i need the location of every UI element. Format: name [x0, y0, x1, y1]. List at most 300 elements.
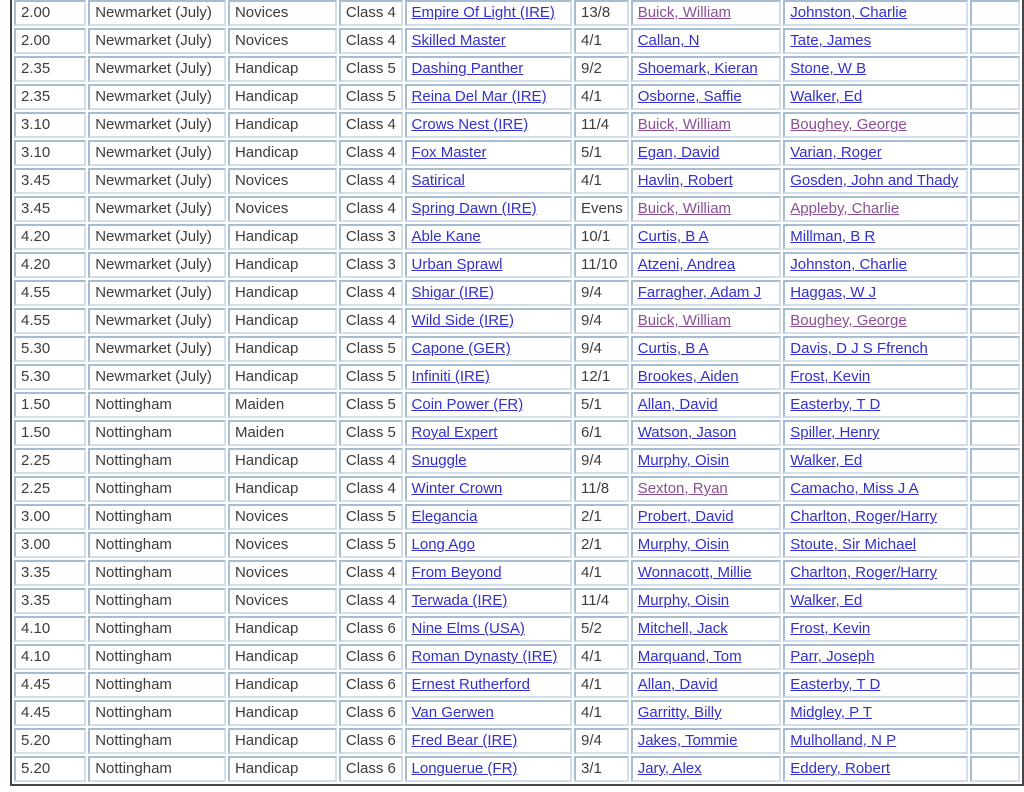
jockey-link[interactable]: Murphy, Oisin: [637, 592, 730, 609]
trainer-cell: [783, 756, 967, 782]
race-type-cell: Novices: [228, 560, 337, 586]
odds-cell: 9/4: [574, 336, 629, 362]
jockey-link[interactable]: Garritty, Billy: [637, 704, 722, 721]
horse-link[interactable]: Skilled Master: [411, 32, 506, 49]
trainer-cell: [783, 28, 967, 54]
horse-link[interactable]: Infiniti (IRE): [411, 368, 490, 385]
jockey-link[interactable]: Allan, David: [637, 396, 718, 413]
trainer-link[interactable]: Stone, W B: [790, 60, 867, 77]
race-class-cell: Class 4: [339, 588, 403, 614]
venue-cell: Nottingham: [88, 728, 226, 754]
horse-cell: [405, 644, 572, 670]
overflow-cell: [970, 420, 1020, 446]
horse-cell: [405, 56, 572, 82]
race-class-cell: Class 4: [339, 476, 403, 502]
race-class-cell: Class 4: [339, 560, 403, 586]
odds-cell: 9/4: [574, 728, 629, 754]
jockey-cell: [631, 224, 782, 250]
jockey-cell: [631, 0, 782, 26]
race-type-cell: Handicap: [228, 644, 337, 670]
jockey-cell: [631, 308, 782, 334]
trainer-cell: [783, 448, 967, 474]
overflow-cell: [970, 252, 1020, 278]
jockey-cell: [631, 504, 782, 530]
horse-link[interactable]: Spring Dawn (IRE): [411, 200, 537, 217]
race-type-cell: Handicap: [228, 756, 337, 782]
table-body: [14, 0, 1020, 782]
time-cell: 2.25: [14, 476, 86, 502]
horse-link[interactable]: Elegancia: [411, 508, 478, 525]
odds-cell: 4/1: [574, 168, 629, 194]
jockey-link[interactable]: Watson, Jason: [637, 424, 737, 441]
overflow-cell: [970, 168, 1020, 194]
trainer-link[interactable]: Varian, Roger: [790, 144, 882, 161]
horse-cell: [405, 616, 572, 642]
overflow-cell: [970, 112, 1020, 138]
trainer-link[interactable]: Walker, Ed: [790, 452, 863, 469]
time-cell: 3.35: [14, 560, 86, 586]
horse-cell: [405, 476, 572, 502]
overflow-cell: [970, 588, 1020, 614]
race-type-cell: Handicap: [228, 56, 337, 82]
horse-cell: [405, 728, 572, 754]
venue-cell: Newmarket (July): [88, 364, 226, 390]
trainer-link[interactable]: Midgley, P T: [790, 704, 872, 721]
jockey-link[interactable]: Brookes, Aiden: [637, 368, 739, 385]
overflow-cell: [970, 448, 1020, 474]
trainer-link[interactable]: Boughey, George: [790, 116, 907, 133]
odds-cell: 6/1: [574, 420, 629, 446]
venue-cell: Nottingham: [88, 448, 226, 474]
jockey-link[interactable]: Atzeni, Andrea: [637, 256, 736, 273]
overflow-cell: [970, 532, 1020, 558]
trainer-link[interactable]: Walker, Ed: [790, 592, 863, 609]
jockey-link[interactable]: Osborne, Saffie: [637, 88, 742, 105]
overflow-cell: [970, 308, 1020, 334]
jockey-cell: [631, 644, 782, 670]
trainer-cell: [783, 420, 967, 446]
overflow-cell: [970, 756, 1020, 782]
table-row: [14, 700, 1020, 726]
race-class-cell: Class 3: [339, 224, 403, 250]
jockey-link[interactable]: Buick, William: [637, 200, 732, 217]
time-cell: 2.35: [14, 56, 86, 82]
odds-cell: 9/2: [574, 56, 629, 82]
table-row: [14, 672, 1020, 698]
table-row: [14, 308, 1020, 334]
trainer-link[interactable]: Camacho, Miss J A: [790, 480, 919, 497]
trainer-cell: [783, 0, 967, 26]
jockey-link[interactable]: Jary, Alex: [637, 760, 702, 777]
horse-cell: [405, 560, 572, 586]
jockey-cell: [631, 140, 782, 166]
horse-link[interactable]: Snuggle: [411, 452, 467, 469]
jockey-cell: [631, 280, 782, 306]
trainer-cell: [783, 616, 967, 642]
horse-link[interactable]: Satirical: [411, 172, 465, 189]
odds-cell: 4/1: [574, 560, 629, 586]
table-row: [14, 280, 1020, 306]
jockey-link[interactable]: Buick, William: [637, 4, 732, 21]
horse-link[interactable]: Van Gerwen: [411, 704, 494, 721]
time-cell: 4.20: [14, 224, 86, 250]
odds-cell: 11/4: [574, 588, 629, 614]
time-cell: 5.20: [14, 756, 86, 782]
jockey-cell: [631, 476, 782, 502]
trainer-link[interactable]: Frost, Kevin: [790, 368, 871, 385]
trainer-link[interactable]: Easterby, T D: [790, 676, 881, 693]
trainer-link[interactable]: Haggas, W J: [790, 284, 877, 301]
odds-cell: 4/1: [574, 84, 629, 110]
horse-link[interactable]: Long Ago: [411, 536, 475, 553]
jockey-cell: [631, 616, 782, 642]
trainer-link[interactable]: Appleby, Charlie: [790, 200, 900, 217]
odds-cell: 5/1: [574, 140, 629, 166]
race-type-cell: Handicap: [228, 112, 337, 138]
trainer-cell: [783, 280, 967, 306]
jockey-cell: [631, 672, 782, 698]
time-cell: 3.10: [14, 112, 86, 138]
venue-cell: Nottingham: [88, 420, 226, 446]
jockey-cell: [631, 448, 782, 474]
horse-cell: [405, 700, 572, 726]
trainer-link[interactable]: Walker, Ed: [790, 88, 863, 105]
venue-cell: Nottingham: [88, 756, 226, 782]
overflow-cell: [970, 28, 1020, 54]
race-type-cell: Maiden: [228, 392, 337, 418]
horse-link[interactable]: Shigar (IRE): [411, 284, 495, 301]
table-row: [14, 504, 1020, 530]
race-class-cell: Class 5: [339, 336, 403, 362]
table-row: [14, 364, 1020, 390]
horse-link[interactable]: Fred Bear (IRE): [411, 732, 518, 749]
overflow-cell: [970, 196, 1020, 222]
overflow-cell: [970, 504, 1020, 530]
horse-link[interactable]: Empire Of Light (IRE): [411, 4, 555, 21]
horse-link[interactable]: Ernest Rutherford: [411, 676, 530, 693]
venue-cell: Newmarket (July): [88, 84, 226, 110]
jockey-link[interactable]: Buick, William: [637, 312, 732, 329]
odds-cell: 9/4: [574, 448, 629, 474]
trainer-link[interactable]: Johnston, Charlie: [790, 4, 907, 21]
overflow-cell: [970, 224, 1020, 250]
race-class-cell: Class 5: [339, 532, 403, 558]
horse-link[interactable]: From Beyond: [411, 564, 502, 581]
horse-cell: [405, 140, 572, 166]
time-cell: 5.30: [14, 364, 86, 390]
trainer-cell: [783, 308, 967, 334]
trainer-link[interactable]: Mulholland, N P: [790, 732, 897, 749]
overflow-cell: [970, 700, 1020, 726]
venue-cell: Newmarket (July): [88, 28, 226, 54]
trainer-link[interactable]: Easterby, T D: [790, 396, 881, 413]
trainer-link[interactable]: Spiller, Henry: [790, 424, 880, 441]
horse-cell: [405, 112, 572, 138]
odds-cell: 9/4: [574, 280, 629, 306]
time-cell: 3.10: [14, 140, 86, 166]
odds-cell: 13/8: [574, 0, 629, 26]
race-type-cell: Handicap: [228, 308, 337, 334]
race-class-cell: Class 4: [339, 448, 403, 474]
trainer-link[interactable]: Boughey, George: [790, 312, 907, 329]
time-cell: 4.55: [14, 308, 86, 334]
race-class-cell: Class 6: [339, 616, 403, 642]
time-cell: 5.20: [14, 728, 86, 754]
time-cell: 2.35: [14, 84, 86, 110]
table-row: [14, 84, 1020, 110]
trainer-link[interactable]: Parr, Joseph: [790, 648, 875, 665]
race-class-cell: Class 6: [339, 728, 403, 754]
trainer-cell: [783, 700, 967, 726]
horse-cell: [405, 756, 572, 782]
horse-cell: [405, 28, 572, 54]
time-cell: 2.00: [14, 28, 86, 54]
venue-cell: Nottingham: [88, 504, 226, 530]
venue-cell: Newmarket (July): [88, 280, 226, 306]
race-type-cell: Handicap: [228, 476, 337, 502]
overflow-cell: [970, 392, 1020, 418]
jockey-cell: [631, 532, 782, 558]
venue-cell: Nottingham: [88, 588, 226, 614]
jockey-cell: [631, 560, 782, 586]
time-cell: 4.10: [14, 644, 86, 670]
jockey-link[interactable]: Curtis, B A: [637, 228, 709, 245]
overflow-cell: [970, 560, 1020, 586]
horse-link[interactable]: Fox Master: [411, 144, 487, 161]
venue-cell: Nottingham: [88, 672, 226, 698]
horse-link[interactable]: Crows Nest (IRE): [411, 116, 529, 133]
trainer-cell: [783, 140, 967, 166]
race-type-cell: Novices: [228, 196, 337, 222]
trainer-cell: [783, 196, 967, 222]
jockey-link[interactable]: Egan, David: [637, 144, 720, 161]
race-class-cell: Class 5: [339, 84, 403, 110]
race-class-cell: Class 6: [339, 644, 403, 670]
trainer-link[interactable]: Charlton, Roger/Harry: [790, 508, 937, 525]
jockey-cell: [631, 252, 782, 278]
table-row: [14, 644, 1020, 670]
trainer-link[interactable]: Stoute, Sir Michael: [790, 536, 917, 553]
venue-cell: Newmarket (July): [88, 252, 226, 278]
trainer-link[interactable]: Johnston, Charlie: [790, 256, 907, 273]
odds-cell: 3/1: [574, 756, 629, 782]
table-row: [14, 252, 1020, 278]
trainer-cell: [783, 644, 967, 670]
race-type-cell: Novices: [228, 588, 337, 614]
odds-cell: 5/2: [574, 616, 629, 642]
odds-cell: 11/4: [574, 112, 629, 138]
horse-link[interactable]: Dashing Panther: [411, 60, 524, 77]
odds-cell: 2/1: [574, 504, 629, 530]
race-class-cell: Class 6: [339, 756, 403, 782]
race-class-cell: Class 5: [339, 420, 403, 446]
horse-cell: [405, 308, 572, 334]
race-type-cell: Handicap: [228, 728, 337, 754]
table-row: [14, 336, 1020, 362]
race-class-cell: Class 4: [339, 196, 403, 222]
time-cell: 3.45: [14, 168, 86, 194]
jockey-link[interactable]: Shoemark, Kieran: [637, 60, 758, 77]
venue-cell: Nottingham: [88, 392, 226, 418]
odds-cell: 4/1: [574, 700, 629, 726]
horse-link[interactable]: Able Kane: [411, 228, 481, 245]
table-row: [14, 476, 1020, 502]
time-cell: 3.45: [14, 196, 86, 222]
race-class-cell: Class 4: [339, 280, 403, 306]
race-class-cell: Class 4: [339, 0, 403, 26]
table-row: [14, 420, 1020, 446]
horse-link[interactable]: Urban Sprawl: [411, 256, 503, 273]
jockey-cell: [631, 84, 782, 110]
jockey-link[interactable]: Havlin, Robert: [637, 172, 733, 189]
trainer-link[interactable]: Gosden, John and Thady: [790, 172, 959, 189]
table-row: [14, 196, 1020, 222]
jockey-link[interactable]: Marquand, Tom: [637, 648, 742, 665]
trainer-link[interactable]: Tate, James: [790, 32, 872, 49]
trainer-cell: [783, 476, 967, 502]
time-cell: 2.00: [14, 0, 86, 26]
venue-cell: Newmarket (July): [88, 308, 226, 334]
race-type-cell: Handicap: [228, 364, 337, 390]
race-type-cell: Handicap: [228, 672, 337, 698]
overflow-cell: [970, 364, 1020, 390]
time-cell: 4.55: [14, 280, 86, 306]
jockey-link[interactable]: Mitchell, Jack: [637, 620, 728, 637]
venue-cell: Newmarket (July): [88, 0, 226, 26]
race-class-cell: Class 5: [339, 364, 403, 390]
jockey-link[interactable]: Murphy, Oisin: [637, 452, 730, 469]
jockey-link[interactable]: Allan, David: [637, 676, 718, 693]
venue-cell: Newmarket (July): [88, 112, 226, 138]
horse-link[interactable]: Royal Expert: [411, 424, 498, 441]
jockey-link[interactable]: Probert, David: [637, 508, 734, 525]
time-cell: 4.45: [14, 672, 86, 698]
trainer-cell: [783, 252, 967, 278]
trainer-cell: [783, 532, 967, 558]
horse-link[interactable]: Roman Dynasty (IRE): [411, 648, 558, 665]
race-type-cell: Handicap: [228, 700, 337, 726]
horse-link[interactable]: Terwada (IRE): [411, 592, 508, 609]
table-row: [14, 168, 1020, 194]
odds-cell: 11/8: [574, 476, 629, 502]
horse-cell: [405, 224, 572, 250]
odds-cell: Evens: [574, 196, 629, 222]
jockey-link[interactable]: Jakes, Tommie: [637, 732, 738, 749]
horse-cell: [405, 588, 572, 614]
venue-cell: Nottingham: [88, 644, 226, 670]
table-row: [14, 28, 1020, 54]
trainer-cell: [783, 560, 967, 586]
horse-link[interactable]: Reina Del Mar (IRE): [411, 88, 547, 105]
table-row: [14, 112, 1020, 138]
odds-cell: 4/1: [574, 28, 629, 54]
trainer-link[interactable]: Davis, D J S Ffrench: [790, 340, 928, 357]
overflow-cell: [970, 140, 1020, 166]
horse-link[interactable]: Coin Power (FR): [411, 396, 524, 413]
horse-cell: [405, 448, 572, 474]
table-row: [14, 140, 1020, 166]
venue-cell: Newmarket (July): [88, 140, 226, 166]
trainer-link[interactable]: Frost, Kevin: [790, 620, 871, 637]
jockey-cell: [631, 364, 782, 390]
jockey-cell: [631, 168, 782, 194]
jockey-link[interactable]: Sexton, Ryan: [637, 480, 728, 497]
jockey-link[interactable]: Murphy, Oisin: [637, 536, 730, 553]
race-type-cell: Handicap: [228, 252, 337, 278]
race-class-cell: Class 5: [339, 56, 403, 82]
race-type-cell: Novices: [228, 532, 337, 558]
time-cell: 4.10: [14, 616, 86, 642]
venue-cell: Nottingham: [88, 476, 226, 502]
time-cell: 2.25: [14, 448, 86, 474]
trainer-link[interactable]: Millman, B R: [790, 228, 876, 245]
trainer-cell: [783, 56, 967, 82]
race-class-cell: Class 4: [339, 308, 403, 334]
horse-link[interactable]: Capone (GER): [411, 340, 511, 357]
race-type-cell: Handicap: [228, 140, 337, 166]
race-type-cell: Maiden: [228, 420, 337, 446]
trainer-cell: [783, 112, 967, 138]
horse-cell: [405, 392, 572, 418]
horse-link[interactable]: Longuerue (FR): [411, 760, 518, 777]
time-cell: 4.45: [14, 700, 86, 726]
horse-link[interactable]: Winter Crown: [411, 480, 503, 497]
jockey-cell: [631, 56, 782, 82]
overflow-cell: [970, 644, 1020, 670]
jockey-link[interactable]: Farragher, Adam J: [637, 284, 762, 301]
race-type-cell: Handicap: [228, 448, 337, 474]
trainer-cell: [783, 392, 967, 418]
venue-cell: Nottingham: [88, 532, 226, 558]
jockey-cell: [631, 700, 782, 726]
venue-cell: Newmarket (July): [88, 168, 226, 194]
time-cell: 4.20: [14, 252, 86, 278]
race-class-cell: Class 4: [339, 140, 403, 166]
jockey-link[interactable]: Wonnacott, Millie: [637, 564, 752, 581]
trainer-link[interactable]: Charlton, Roger/Harry: [790, 564, 937, 581]
trainer-cell: [783, 364, 967, 390]
venue-cell: Nottingham: [88, 560, 226, 586]
race-class-cell: Class 5: [339, 392, 403, 418]
horse-link[interactable]: Wild Side (IRE): [411, 312, 515, 329]
odds-cell: 5/1: [574, 392, 629, 418]
horse-cell: [405, 672, 572, 698]
time-cell: 3.35: [14, 588, 86, 614]
table-row: [14, 448, 1020, 474]
time-cell: 3.00: [14, 532, 86, 558]
odds-cell: 12/1: [574, 364, 629, 390]
overflow-cell: [970, 672, 1020, 698]
horse-link[interactable]: Nine Elms (USA): [411, 620, 525, 637]
jockey-cell: [631, 28, 782, 54]
race-class-cell: Class 3: [339, 252, 403, 278]
horse-cell: [405, 336, 572, 362]
overflow-cell: [970, 84, 1020, 110]
jockey-cell: [631, 392, 782, 418]
race-type-cell: Handicap: [228, 616, 337, 642]
trainer-cell: [783, 672, 967, 698]
jockey-link[interactable]: Curtis, B A: [637, 340, 709, 357]
race-class-cell: Class 4: [339, 28, 403, 54]
trainer-cell: [783, 336, 967, 362]
trainer-link[interactable]: Eddery, Robert: [790, 760, 891, 777]
table-row: [14, 756, 1020, 782]
jockey-link[interactable]: Buick, William: [637, 116, 732, 133]
venue-cell: Newmarket (July): [88, 224, 226, 250]
jockey-link[interactable]: Callan, N: [637, 32, 700, 49]
jockey-cell: [631, 196, 782, 222]
venue-cell: Newmarket (July): [88, 56, 226, 82]
